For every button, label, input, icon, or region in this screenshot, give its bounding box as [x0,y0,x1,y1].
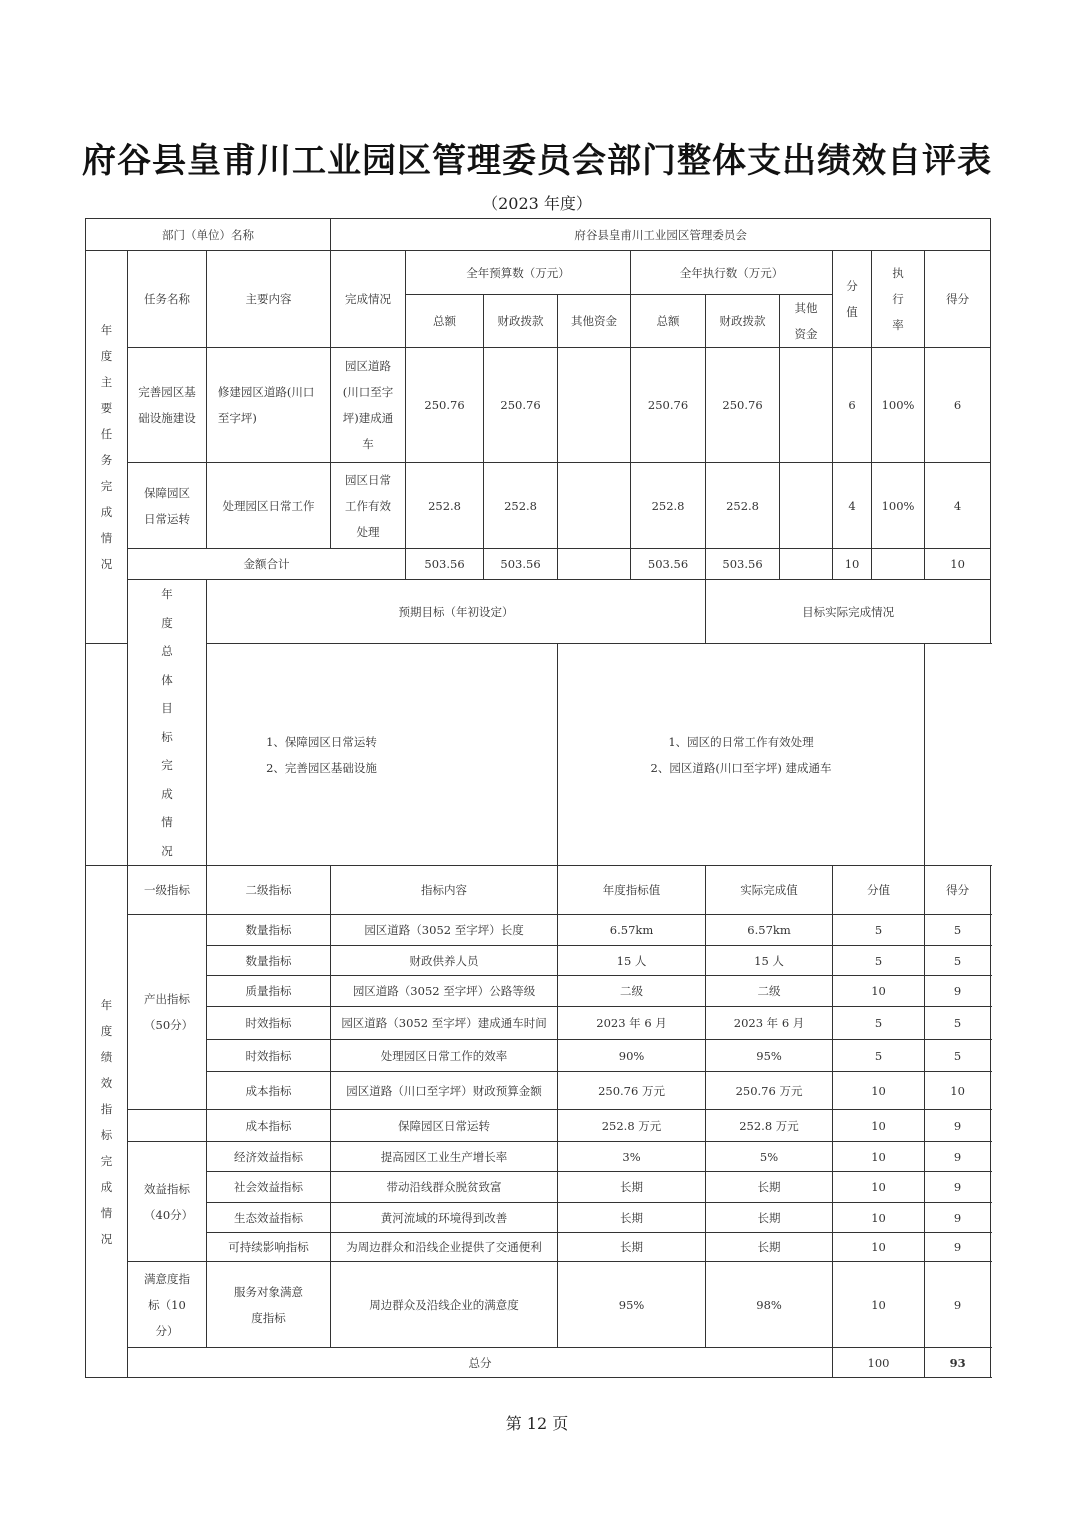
exec-rate: 100% [872,463,925,549]
ind-target: 2023 年 6 月 [558,1007,706,1040]
indicator-row [86,1072,991,1110]
budget-fiscal: 252.8 [484,463,558,549]
goal-content-row [86,644,991,866]
header-score: 得分 [925,251,991,348]
section2-side-label: 年度总体目标完成情况 [128,580,207,866]
ind-actual: 250.76 万元 [706,1072,833,1110]
actual-goal-item: 2、园区道路(川口至字坪) 建成通车 [650,760,832,775]
ind-content: 提高园区工业生产增长率 [331,1142,558,1172]
ind-score: 9 [925,1172,991,1203]
expected-goal-item: 1、保障园区日常运转 [266,734,377,749]
ind-content: 园区道路（3052 至字坪）长度 [331,915,558,946]
exec-total: 250.76 [631,348,706,463]
header-level1: 一级指标 [128,866,207,915]
unit-value: 府谷县皇甫川工业园区管理委员会 [331,219,991,251]
score-value: 4 [833,463,872,549]
ind-content: 园区道路（3052 至字坪）公路等级 [331,976,558,1007]
header-completion: 完成情况 [331,251,406,348]
ind-score-value: 10 [833,1203,925,1233]
ind-score: 9 [925,976,991,1007]
ind-level2: 生态效益指标 [207,1203,331,1233]
actual-goal-item: 1、园区的日常工作有效处理 [668,734,814,749]
evaluation-table [85,218,991,1378]
total-label: 总分 [128,1348,833,1378]
page-subtitle: （2023 年度） [482,194,592,213]
group-benefit: 效益指标（40分） [128,1142,207,1262]
indicator-row [86,915,991,946]
header-budget-fiscal: 财政拨款 [484,295,558,348]
group-output: 产出指标（50分） [128,915,207,1110]
header-budget-group: 全年预算数（万元） [406,251,631,295]
ind-actual: 95% [706,1040,833,1072]
budget-total: 250.76 [406,348,484,463]
header-exec-total: 总额 [631,295,706,348]
budget-other [558,463,631,549]
task-row [86,463,991,549]
ind-target: 3% [558,1142,706,1172]
budget-fiscal: 250.76 [484,348,558,463]
total-score-value: 100 [833,1348,925,1378]
ind-score: 10 [925,1072,991,1110]
score-value: 6 [833,348,872,463]
budget-total: 252.8 [406,463,484,549]
ind-content: 园区道路（川口至字坪）财政预算金额 [331,1072,558,1110]
ind-target: 长期 [558,1172,706,1203]
indicator-row [86,1203,991,1233]
ind-level2: 数量指标 [207,946,331,976]
task-content: 修建园区道路(川口至字坪) [207,348,331,463]
ind-content: 为周边群众和沿线企业提供了交通便利 [331,1233,558,1262]
ind-content: 黄河流域的环境得到改善 [331,1203,558,1233]
ind-score-value: 5 [833,946,925,976]
ind-score: 9 [925,1203,991,1233]
sum-budget-total: 503.56 [406,549,484,580]
ind-score: 9 [925,1110,991,1142]
section3-side-label: 年度绩效指标完成情况 [86,866,128,1378]
exec-fiscal: 252.8 [706,463,780,549]
ind-score-value: 10 [833,976,925,1007]
ind-score-value: 10 [833,1262,925,1348]
header-budget-total: 总额 [406,295,484,348]
exec-rate: 100% [872,348,925,463]
ind-score: 5 [925,946,991,976]
ind-target: 90% [558,1040,706,1072]
group-empty [128,1110,207,1142]
ind-score: 5 [925,1007,991,1040]
exec-total: 252.8 [631,463,706,549]
score: 4 [925,463,991,549]
ind-score-value: 5 [833,1007,925,1040]
sum-score: 10 [925,549,991,580]
exec-other [780,348,833,463]
exec-fiscal: 250.76 [706,348,780,463]
task-completion: 园区日常工作有效处理 [331,463,406,549]
goal-header-row [86,580,991,644]
ind-score-value: 10 [833,1072,925,1110]
indicator-row [86,1007,991,1040]
sum-exec-other [780,549,833,580]
task-row [86,348,991,463]
total-row [86,1348,991,1378]
indicator-header-row [86,866,991,915]
ind-content: 周边群众及沿线企业的满意度 [331,1262,558,1348]
sum-score-value: 10 [833,549,872,580]
sum-exec-total: 503.56 [631,549,706,580]
header-exec-group: 全年执行数（万元） [631,251,833,295]
header-score-value: 分值 [833,251,872,348]
ind-target: 250.76 万元 [558,1072,706,1110]
indicator-row [86,1040,991,1072]
header-level2: 二级指标 [207,866,331,915]
ind-level2: 时效指标 [207,1007,331,1040]
header-exec-rate: 执行率 [872,251,925,348]
ind-score-value: 10 [833,1233,925,1262]
expected-goals [86,644,558,866]
exec-other [780,463,833,549]
header-budget-other: 其他资金 [558,295,631,348]
ind-level2: 质量指标 [207,976,331,1007]
header-content: 指标内容 [331,866,558,915]
header-ind-score: 得分 [925,866,991,915]
actual-goal-header: 目标实际完成情况 [706,580,991,644]
ind-score-value: 10 [833,1110,925,1142]
task-name: 完善园区基础设施建设 [128,348,207,463]
ind-level2: 数量指标 [207,915,331,946]
indicator-row [86,1110,991,1142]
ind-score-value: 10 [833,1172,925,1203]
indicator-row [86,1262,991,1348]
ind-score: 9 [925,1142,991,1172]
ind-actual: 15 人 [706,946,833,976]
ind-score-value: 5 [833,1040,925,1072]
ind-level2: 成本指标 [207,1072,331,1110]
ind-level2: 可持续影响指标 [207,1233,331,1262]
header-main-content: 主要内容 [207,251,331,348]
score: 6 [925,348,991,463]
ind-target: 6.57km [558,915,706,946]
header-actual: 实际完成值 [706,866,833,915]
header-task-name: 任务名称 [128,251,207,348]
ind-content: 保障园区日常运转 [331,1110,558,1142]
sum-budget-other [558,549,631,580]
ind-content: 处理园区日常工作的效率 [331,1040,558,1072]
task-header-row-1 [86,251,991,295]
ind-level2: 服务对象满意度指标 [207,1262,331,1348]
task-completion: 园区道路(川口至字坪)建成通车 [331,348,406,463]
ind-score: 5 [925,1040,991,1072]
indicator-row [86,946,991,976]
sum-row [86,549,991,580]
page-number: 第 12 页 [505,1414,569,1433]
ind-actual: 二级 [706,976,833,1007]
ind-content: 财政供养人员 [331,946,558,976]
ind-actual: 98% [706,1262,833,1348]
task-name: 保障园区日常运转 [128,463,207,549]
indicator-row [86,976,991,1007]
sum-exec-fiscal: 503.56 [706,549,780,580]
sum-budget-fiscal: 503.56 [484,549,558,580]
sum-exec-rate [872,549,925,580]
ind-target: 252.8 万元 [558,1110,706,1142]
page-title: 府谷县皇甫川工业园区管理委员会部门整体支出绩效自评表 [82,141,992,181]
header-target: 年度指标值 [558,866,706,915]
indicator-row [86,1233,991,1262]
actual-goals [558,644,925,866]
ind-actual: 5% [706,1142,833,1172]
ind-actual: 长期 [706,1172,833,1203]
group-satisfaction: 满意度指标（10分） [128,1262,207,1348]
ind-level2: 社会效益指标 [207,1172,331,1203]
header-exec-other: 其他资金 [780,295,833,348]
ind-content: 带动沿线群众脱贫致富 [331,1172,558,1203]
ind-actual: 2023 年 6 月 [706,1007,833,1040]
ind-actual: 长期 [706,1203,833,1233]
expected-goal-item: 2、完善园区基础设施 [266,760,377,775]
ind-score: 9 [925,1262,991,1348]
sum-label: 金额合计 [128,549,406,580]
ind-level2: 经济效益指标 [207,1142,331,1172]
ind-target: 二级 [558,976,706,1007]
ind-score-value: 10 [833,1142,925,1172]
ind-score: 9 [925,1233,991,1262]
ind-actual: 6.57km [706,915,833,946]
ind-actual: 长期 [706,1233,833,1262]
expected-goal-header: 预期目标（年初设定） [207,580,706,644]
ind-actual: 252.8 万元 [706,1110,833,1142]
ind-score-value: 5 [833,915,925,946]
ind-level2: 成本指标 [207,1110,331,1142]
ind-target: 长期 [558,1233,706,1262]
header-ind-score-value: 分值 [833,866,925,915]
section1-side-label: 年度主要任务完成情况 [86,251,128,644]
ind-score: 5 [925,915,991,946]
ind-target: 长期 [558,1203,706,1233]
indicator-row [86,1142,991,1172]
unit-row [86,219,991,251]
header-exec-fiscal: 财政拨款 [706,295,780,348]
ind-level2: 时效指标 [207,1040,331,1072]
total-score: 93 [925,1348,991,1378]
ind-target: 95% [558,1262,706,1348]
ind-content: 园区道路（3052 至字坪）建成通车时间 [331,1007,558,1040]
indicator-row [86,1172,991,1203]
unit-label: 部门（单位）名称 [86,219,331,251]
task-content: 处理园区日常工作 [207,463,331,549]
ind-target: 15 人 [558,946,706,976]
budget-other [558,348,631,463]
